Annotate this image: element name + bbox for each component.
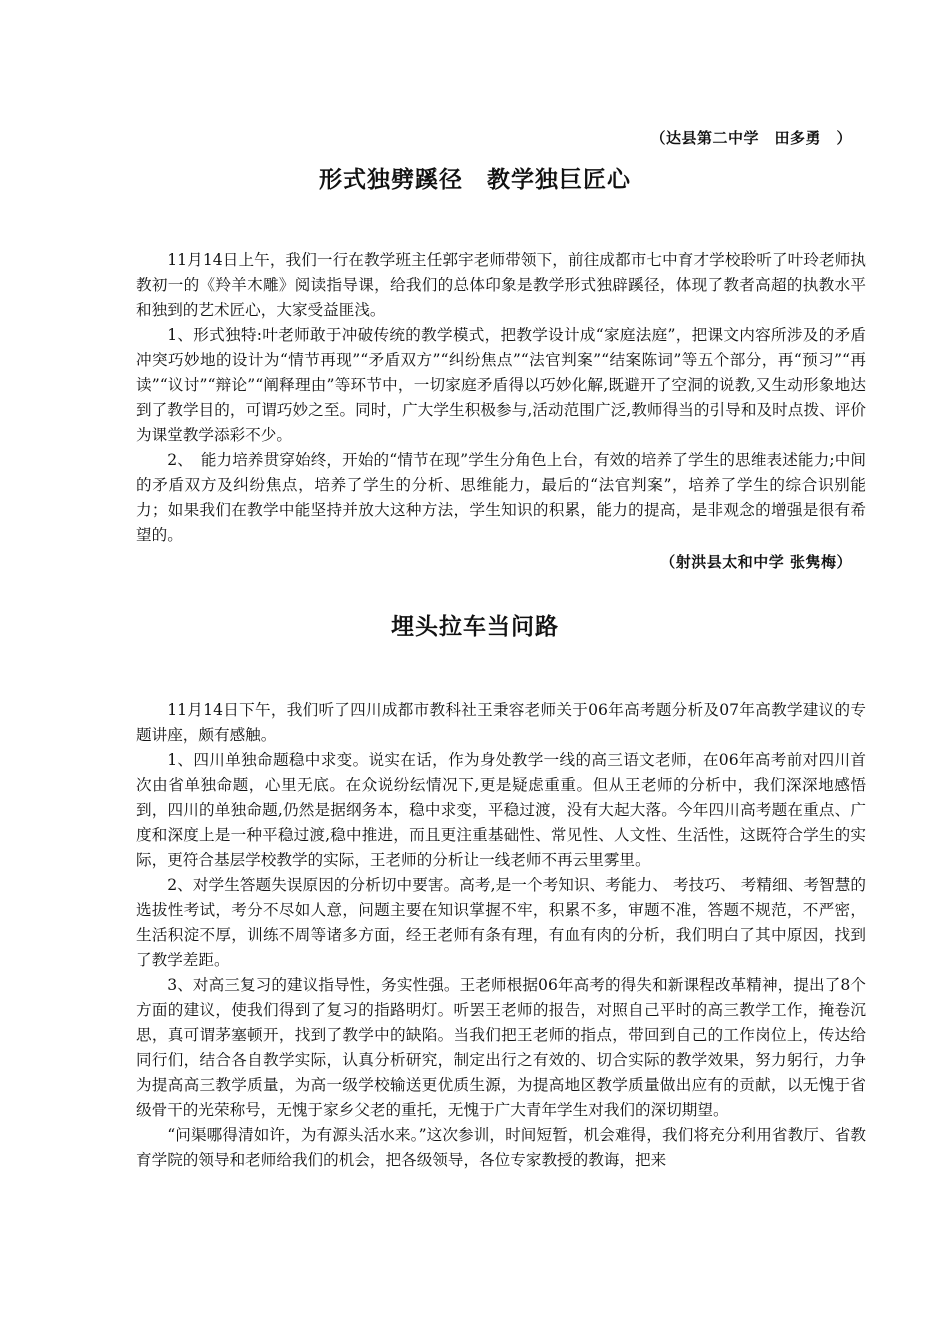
article2-body	[136, 698, 866, 1173]
article2-paragraph: 3、对高三复习的建议指导性，务实性强。王老师根据06年高考的得失和新课程改革精神，提出了8个方面的建议，使我们得到了复习的指路明灯。听罢王老师的报告，对照自己平时的高三教学工作，掩卷沉思，真可谓茅塞顿开，找到了教学中的缺陷。当我们把王老师的指点，带回到自己的工作岗位上，传达给同行们，结合各自教学实际，认真分析研究，制定出行之有效的、切合实际的教学效果，努力躬行，力争为提高高三教学质量，为高一级学校输送更优质生源，为提高地区教学质量做出应有的贡献，以无愧于省级骨干的光荣称号，无愧于家乡父老的重托，无愧于广大青年学生对我们的深切期望。	[136, 976, 866, 1119]
article2-title: 埋头拉车当问路	[391, 613, 559, 640]
article1-paragraph: 1、形式独特:叶老师敢于冲破传统的教学模式，把教学设计成“家庭法庭”，把课文内容所涉及的矛盾冲突巧妙地的设计为“情节再现”“矛盾双方”“纠纷焦点”“法官判案”“结案陈词”等五个部分，再“预习”“再读”“议讨”“辩论”“阐释理由”等环节中，一切家庭矛盾得以巧妙化解,既避开了空洞的说教,又生动形象地达到了教学目的，可谓巧妙之至。同时，广大学生积极参与,活动范围广泛,教师得当的引导和及时点拨、评价为课堂教学添彩不少。	[136, 326, 866, 444]
article2-author: （射洪县太和中学 张隽梅）	[660, 553, 852, 571]
article1-title: 形式独劈蹊径 教学独巨匠心	[319, 166, 631, 193]
article2-paragraph: 11月14日下午，我们听了四川成都市教科社王秉容老师关于06年高考题分析及07年高教学建议的专题讲座，颇有感触。	[136, 701, 866, 744]
article2-paragraph: 2、对学生答题失误原因的分析切中要害。高考,是一个考知识、考能力、 考技巧、 考精细、考智慧的选拔性考试，考分不尽如人意，问题主要在知识掌握不牢，积累不多，审题不准，答题不规范，不严密，生活积淀不厚，训练不周等诸多方面，经王老师有条有理，有血有肉的分析，我们明白了其中原因，找到了教学差距。	[136, 876, 866, 969]
article1-author: （达县第二中学 田多勇 ）	[650, 129, 852, 147]
article1-body	[136, 248, 866, 548]
article2-paragraph: 1、四川单独命题稳中求变。说实在话，作为身处教学一线的高三语文老师，在06年高考前对四川首次由省单独命题，心里无底。在众说纷纭情况下,更是疑虑重重。但从王老师的分析中，我们深深地感悟到，四川的单独命题,仍然是据纲务本，稳中求变，平稳过渡，没有大起大落。今年四川高考题在重点、广度和深度上是一种平稳过渡,稳中推进，而且更注重基础性、常见性、人文性、生活性，这既符合学生的实际，更符合基层学校教学的实际，王老师的分析让一线老师不再云里雾里。	[136, 751, 866, 869]
article1-paragraph: 11月14日上午，我们一行在教学班主任郭宇老师带领下，前往成都市七中育才学校聆听了叶玲老师执教初一的《羚羊木雕》阅读指导课，给我们的总体印象是教学形式独辟蹊径，体现了教者高超的执教水平和独到的艺术匠心，大家受益匪浅。	[136, 251, 866, 319]
article2-paragraph: “问渠哪得清如许，为有源头活水来。”这次参训，时间短暂，机会难得，我们将充分利用省教厅、省教育学院的领导和老师给我们的机会，把各级领导，各位专家教授的教诲，把来	[136, 1126, 866, 1169]
article1-paragraph: 2、 能力培养贯穿始终，开始的“情节在现”学生分角色上台，有效的培养了学生的思维表述能力;中间的矛盾双方及纠纷焦点，培养了学生的分析、思维能力，最后的“法官判案”，培养了学生的综合识别能力；如果我们在教学中能坚持并放大这种方法，学生知识的积累，能力的提高，是非观念的增强是很有希望的。	[136, 451, 866, 544]
